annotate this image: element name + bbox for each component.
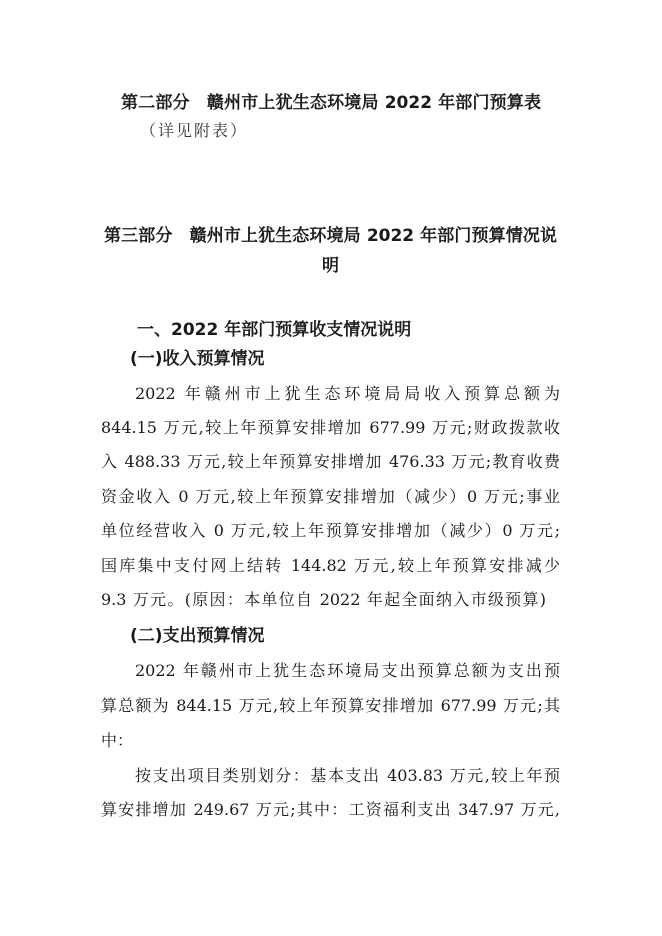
expense-line: 按支出项目类别划分：基本支出 403.83 万元,较上年预 <box>135 766 560 785</box>
expense-line: 2022 年赣州市上犹生态环境局支出预算总额为支出预 <box>135 661 560 680</box>
income-line: 844.15 万元,较上年预算安排增加 677.99 万元;财政拨款收 <box>101 418 560 437</box>
income-line: 资金收入 0 万元,较上年预算安排增加（减少）0 万元;事业 <box>101 487 560 506</box>
income-line: 国库集中支付网上结转 144.82 万元,较上年预算安排减少 <box>101 556 560 575</box>
income-heading: (一)收入预算情况 <box>130 349 265 369</box>
part2-note: （详见附表） <box>140 121 249 140</box>
expense-line: 算总额为 844.15 万元,较上年预算安排增加 677.99 万元;其 <box>101 696 560 715</box>
income-line: 9.3 万元。(原因：本单位自 2022 年起全面纳入市级预算) <box>101 590 546 609</box>
expense-line: 算安排增加 249.67 万元;其中：工资福利支出 347.97 万元, <box>101 800 560 819</box>
part3-title-cont: 明 <box>322 256 339 276</box>
income-line: 单位经营收入 0 万元,较上年预算安排增加（减少）0 万元; <box>101 521 560 540</box>
section-heading: 一、2022 年部门预算收支情况说明 <box>137 320 412 340</box>
expense-heading: (二)支出预算情况 <box>130 626 265 646</box>
expense-line: 中： <box>101 731 134 750</box>
part2-title: 第二部分 赣州市上犹生态环境局 2022 年部门预算表 <box>121 93 541 113</box>
part3-title: 第三部分 赣州市上犹生态环境局 2022 年部门预算情况说 <box>104 226 557 246</box>
income-line: 入 488.33 万元,较上年预算安排增加 476.33 万元;教育收费 <box>101 452 560 471</box>
income-line: 2022 年赣州市上犹生态环境局局收入预算总额为 <box>135 384 560 403</box>
